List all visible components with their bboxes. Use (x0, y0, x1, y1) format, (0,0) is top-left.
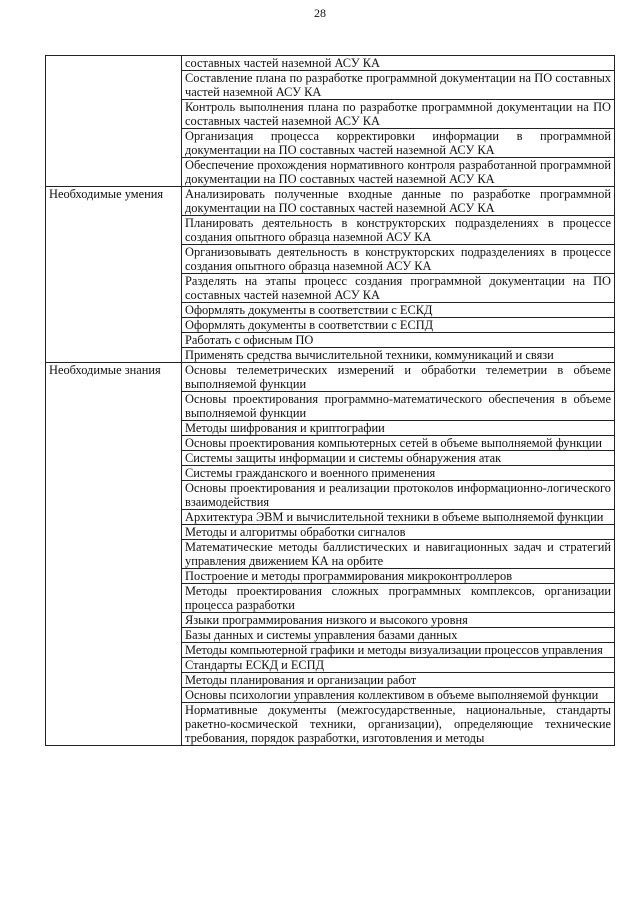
requirement-text: Методы планирования и организации работ (182, 673, 615, 688)
requirement-text: Базы данных и системы управления базами данных (182, 628, 615, 643)
requirement-text: Основы психологии управления коллективом в объеме выполняемой функции (182, 688, 615, 703)
requirement-text: Построение и методы программирования микроконтроллеров (182, 569, 615, 584)
requirement-text: Разделять на этапы процесс создания программной документации на ПО составных частей наземной АСУ КА (182, 274, 615, 303)
requirement-text: Нормативные документы (межгосударственные, национальные, стандарты ракетно-космической техники, организации), определяющие технические требования, порядок разработки, изготовления и методы (182, 703, 615, 746)
requirement-text: Системы защиты информации и системы обнаружения атак (182, 451, 615, 466)
requirement-text: Основы телеметрических измерений и обработки телеметрии в объеме выполняемой функции (182, 363, 615, 392)
section-label: Необходимые знания (49, 363, 161, 377)
requirement-text: Обеспечение прохождения нормативного контроля разработанной программной документации на ПО составных частей наземной АСУ КА (182, 158, 615, 187)
section-label-cell (46, 187, 182, 363)
page-number: 28 (314, 6, 326, 20)
table-row (46, 56, 615, 71)
requirement-text: Основы проектирования компьютерных сетей в объеме выполняемой функции (182, 436, 615, 451)
requirement-text: Системы гражданского и военного применения (182, 466, 615, 481)
requirement-text: Организация процесса корректировки информации в программной документации на ПО составных частей наземной АСУ КА (182, 129, 615, 158)
requirement-text: Планировать деятельность в конструкторских подразделениях в процессе создания опытного образца наземной АСУ КА (182, 216, 615, 245)
requirement-text: Стандарты ЕСКД и ЕСПД (182, 658, 615, 673)
requirement-text: Анализировать полученные входные данные по разработке программной документации на ПО составных частей наземной АСУ КА (182, 187, 615, 216)
requirements-table (45, 55, 615, 746)
table-row (46, 363, 615, 392)
section-label-cell (46, 56, 182, 187)
section-label: Необходимые умения (49, 187, 164, 201)
requirement-text: Языки программирования низкого и высокого уровня (182, 613, 615, 628)
requirement-text: составных частей наземной АСУ КА (182, 56, 615, 71)
table-body (46, 56, 615, 746)
requirement-text: Организовывать деятельность в конструкторских подразделениях в процессе создания опытного образца наземной АСУ КА (182, 245, 615, 274)
requirement-text: Основы проектирования и реализации протоколов информационно-логического взаимодействия (182, 481, 615, 510)
requirement-text: Методы шифрования и криптографии (182, 421, 615, 436)
requirement-text: Математические методы баллистических и навигационных задач и стратегий управления движением КА на орбите (182, 540, 615, 569)
requirement-text: Контроль выполнения плана по разработке программной документации на ПО составных частей наземной АСУ КА (182, 100, 615, 129)
section-label-cell (46, 363, 182, 746)
requirement-text: Основы проектирования программно-математического обеспечения в объеме выполняемой функции (182, 392, 615, 421)
requirement-text: Методы и алгоритмы обработки сигналов (182, 525, 615, 540)
requirement-text: Методы проектирования сложных программных комплексов, организации процесса разработки (182, 584, 615, 613)
requirement-text: Применять средства вычислительной техники, коммуникаций и связи (182, 348, 615, 363)
requirement-text: Методы компьютерной графики и методы визуализации процессов управления (182, 643, 615, 658)
requirement-text: Составление плана по разработке программной документации на ПО составных частей наземной АСУ КА (182, 71, 615, 100)
requirement-text: Архитектура ЭВМ и вычислительной техники в объеме выполняемой функции (182, 510, 615, 525)
requirement-text: Оформлять документы в соответствии с ЕСПД (182, 318, 615, 333)
requirement-text: Оформлять документы в соответствии с ЕСКД (182, 303, 615, 318)
requirement-text: Работать с офисным ПО (182, 333, 615, 348)
table-row (46, 187, 615, 216)
